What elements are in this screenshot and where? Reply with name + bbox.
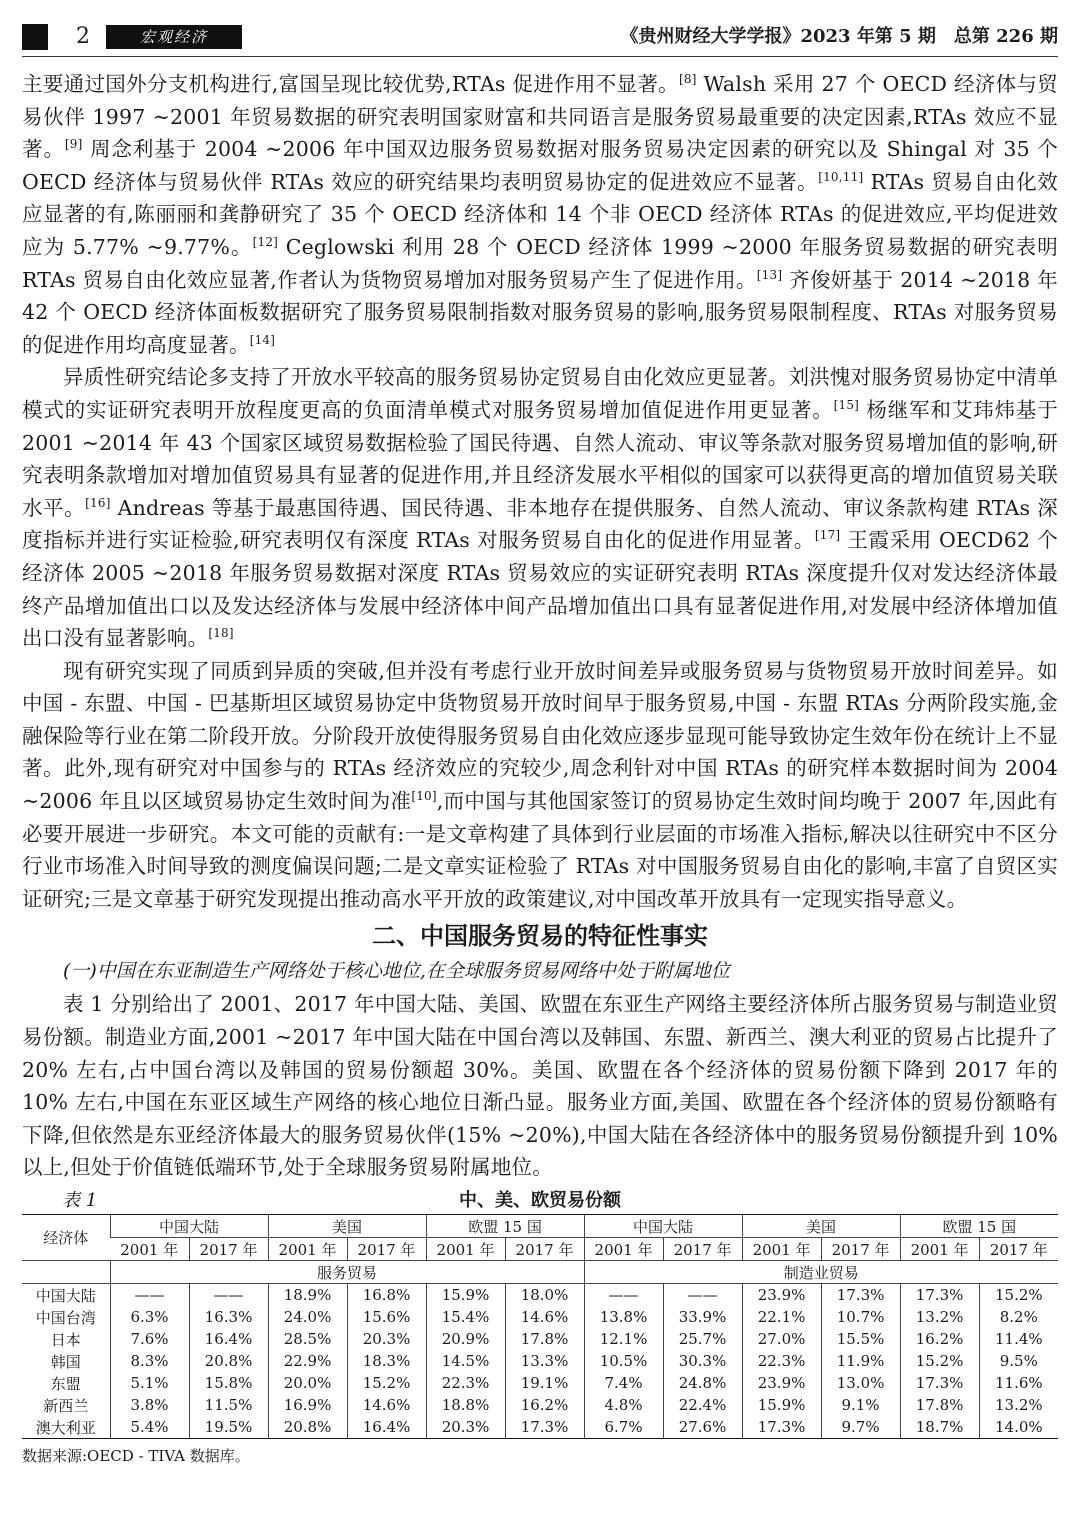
text-run: 齐俊妍基于 2014 ~2018 年 42 个 OECD 经济体面板数据研究了服务贸易限制指数对服务贸易的影响,服务贸易限制程度、RTAs 对服务贸易的促进作用均高度显著。 (22, 267, 1058, 357)
page-number: 2 (76, 24, 90, 49)
table-cell: 9.1% (821, 1394, 900, 1416)
table-cell: 17.3% (505, 1416, 584, 1439)
table-cell: 8.2% (979, 1306, 1058, 1328)
table-row (22, 1416, 1058, 1439)
paragraph-4 (22, 988, 1058, 1184)
table-year-header-row (22, 1238, 1058, 1261)
table-row (22, 1372, 1058, 1394)
table-cell: 15.4% (426, 1306, 505, 1328)
group-header: 美国 (268, 1215, 426, 1238)
paragraph-2 (22, 361, 1058, 654)
table-cell: 28.5% (268, 1328, 347, 1350)
panel-label-manufacturing: 制造业贸易 (584, 1261, 1058, 1284)
paragraph-1 (22, 68, 1058, 361)
row-label: 中国大陆 (22, 1284, 110, 1307)
table-label: 表 1 (62, 1190, 98, 1211)
table-cell: 18.7% (900, 1416, 979, 1439)
table-cell: 22.9% (268, 1350, 347, 1372)
table-cell: 15.9% (426, 1284, 505, 1307)
table-cell: 22.3% (742, 1350, 821, 1372)
table-cell: 20.3% (426, 1416, 505, 1439)
table-cell: 17.3% (742, 1416, 821, 1439)
table-cell: 20.8% (268, 1416, 347, 1439)
text-run: 主要通过国外分支机构进行,富国呈现比较优势,RTAs 促进作用不显著。 (22, 72, 679, 96)
citation-marker: [17] (814, 528, 841, 543)
table-cell: 17.3% (900, 1372, 979, 1394)
group-header: 欧盟 15 国 (426, 1215, 584, 1238)
row-label: 新西兰 (43, 1396, 89, 1415)
table-row (22, 1328, 1058, 1350)
table-row (22, 1306, 1058, 1328)
table-cell: 23.9% (742, 1284, 821, 1307)
table-cell: 16.4% (189, 1328, 268, 1350)
running-header (22, 22, 1058, 52)
paragraph-3 (22, 655, 1058, 916)
citation-marker: [14] (249, 332, 276, 347)
group-header: 中国大陆 (110, 1215, 268, 1238)
row-label: 日本 (50, 1330, 81, 1349)
table-cell: 4.8% (584, 1394, 663, 1416)
table-cell: 3.8% (110, 1394, 189, 1416)
text-run: RTAs 贸易自由化效应显著的有,陈丽丽和龚静研究了 35 个 OECD 经济体和 14 个非 OECD 经济体 RTAs 的促进效应,平均促进效应为 5.77% ~9.77%。 (22, 169, 1058, 259)
table-cell: 15.9% (742, 1394, 821, 1416)
table-cell: 30.3% (663, 1350, 742, 1372)
table-cell: 17.3% (900, 1284, 979, 1307)
table-cell: 20.8% (189, 1350, 268, 1372)
table-cell: 9.7% (821, 1416, 900, 1439)
text-run: Walsh 采用 27 个 OECD 经济体与贸易伙伴 1997 ~2001 年贸易数据的研究表明国家财富和共同语言是服务贸易最重要的决定因素,RTAs 效应不显著。 (22, 72, 1058, 162)
table-group-header-row (22, 1215, 1058, 1238)
table-cell: 11.9% (821, 1350, 900, 1372)
table-cell: 10.5% (584, 1350, 663, 1372)
section-title: 二、中国服务贸易的特征性事实 (372, 922, 708, 951)
table-body (22, 1284, 1058, 1439)
text-run: Andreas 等基于最惠国待遇、国民待遇、非本地存在提供服务、自然人流动、审议条款构建 RTAs 深度指标并进行实证检验,研究表明仅有深度 RTAs 对服务贸易自由化的促进作用显著。 (22, 495, 1059, 553)
table-cell: 17.3% (821, 1284, 900, 1307)
table-cell: 16.9% (268, 1394, 347, 1416)
table-cell: 27.0% (742, 1328, 821, 1350)
table-cell: 22.3% (426, 1372, 505, 1394)
table-cell: 24.0% (268, 1306, 347, 1328)
trade-share-table (22, 1214, 1058, 1439)
table-cell: 18.9% (268, 1284, 347, 1307)
table-cell: 11.5% (189, 1394, 268, 1416)
citation-marker: [15] (833, 397, 860, 412)
table-cell: 12.1% (584, 1328, 663, 1350)
table-row (22, 1394, 1058, 1416)
table-cell: 18.3% (347, 1350, 426, 1372)
table-row (22, 1284, 1058, 1307)
table-cell: 17.8% (505, 1328, 584, 1350)
table-cell: 15.2% (979, 1284, 1058, 1307)
year-header: 2017 年 (821, 1238, 900, 1261)
section-label: 宏观经济 (106, 25, 242, 49)
text-run: 异质性研究结论多支持了开放水平较高的服务贸易协定贸易自由化效应更显著。刘洪愧对服务贸易协定中清单模式的实证研究表明开放程度更高的负面清单模式对服务贸易增加值促进作用更显著。 (22, 365, 1058, 422)
table-cell: 13.8% (584, 1306, 663, 1328)
citation-marker: [10,11] (818, 169, 864, 184)
table-cell: 20.0% (268, 1372, 347, 1394)
table-source: 数据来源:OECD - TIVA 数据库。 (22, 1447, 250, 1465)
table-cell: 20.9% (426, 1328, 505, 1350)
year-header: 2017 年 (189, 1238, 268, 1261)
header-black-block (22, 24, 48, 50)
table-cell: 7.6% (110, 1328, 189, 1350)
header-rule (22, 56, 1058, 57)
table-cell: 5.1% (110, 1372, 189, 1394)
article-body (22, 68, 1058, 1467)
table-cell: 14.6% (347, 1394, 426, 1416)
year-header: 2001 年 (584, 1238, 663, 1261)
table-cell: 7.4% (584, 1372, 663, 1394)
table-cell: 24.8% (663, 1372, 742, 1394)
text-run: 表 1 分别给出了 2001、2017 年中国大陆、美国、欧盟在东亚生产网络主要经济体所占服务贸易与制造业贸易份额。制造业方面,2001 ~2017 年中国大陆在中国台湾以及韩国、东盟、新西兰、澳大利亚的贸易占比提升了 20% 左右,占中国台湾以及韩国的贸易份额超 30%。美国、欧盟在各个经济体的贸易份额下降到 2017 年的 10% 左右,中国在东亚区域生产网络的核心地位日渐凸显。服务业方面,美国、欧盟在各个经济体的贸易份额略有下降,但依然是东亚经济体最大的服务贸易伙伴(15% ~20%),中国大陆在各经济体中的服务贸易份额提升到 10% 以上,但处于价值链低端环节,处于全球服务贸易附属地位。 (22, 992, 1058, 1180)
row-label: 东盟 (50, 1374, 81, 1393)
table-cell: 16.2% (505, 1394, 584, 1416)
table-row (22, 1350, 1058, 1372)
row-label: 中国台湾 (35, 1308, 96, 1327)
table-caption (22, 1184, 1058, 1214)
table-cell: 11.6% (979, 1372, 1058, 1394)
year-header: 2001 年 (110, 1238, 189, 1261)
stub-header: 经济体 (22, 1215, 110, 1261)
table-cell: 22.4% (663, 1394, 742, 1416)
citation-marker: [9] (64, 137, 83, 152)
group-header: 中国大陆 (584, 1215, 742, 1238)
table-cell: 16.8% (347, 1284, 426, 1307)
citation-marker: [10] (411, 789, 437, 804)
table-cell: 13.2% (979, 1394, 1058, 1416)
table-cell: 5.4% (110, 1416, 189, 1439)
row-label: 澳大利亚 (22, 1416, 110, 1439)
table-cell: 18.0% (505, 1284, 584, 1307)
table-cell: 15.2% (900, 1350, 979, 1372)
panel-label-services: 服务贸易 (110, 1261, 584, 1284)
citation-marker: [13] (756, 267, 783, 282)
table-cell: 8.3% (110, 1350, 189, 1372)
citation-marker: [12] (252, 234, 279, 249)
table-cell: 23.9% (742, 1372, 821, 1394)
year-header: 2017 年 (505, 1238, 584, 1261)
text-run: 王霞采用 OECD62 个经济体 2005 ~2018 年服务贸易数据对深度 RTAs 贸易效应的实证研究表明 RTAs 深度提升仅对发达经济体最终产品增加值出口以及发达经济体与发展中经济体中间产品增加值出口具有显著促进作用,对发展中经济体增加值出口没有显著影响。 (22, 528, 1059, 651)
text-run: 现有研究实现了同质到异质的突破,但并没有考虑行业开放时间差异或服务贸易与货物贸易开放时间差异。如中国 - 东盟、中国 - 巴基斯坦区域贸易协定中货物贸易开放时间早于服务贸易,中国 - 东盟 RTAs 分两阶段实施,金融保险等行业在第二阶段开放。分阶段开放使得服务贸易自由化效应逐步显现可能导致协定生效年份在统计上不显著。此外,现有研究对中国参与的 RTAs 经济效应的究较少,周念利针对中国 RTAs 的研究样本数据时间为 2004 ~2006 年且以区域贸易协定生效时间为准 (22, 658, 1058, 814)
year-header: 2017 年 (979, 1238, 1058, 1261)
year-header: 2001 年 (900, 1238, 979, 1261)
table-cell: 13.2% (900, 1306, 979, 1328)
table-cell: 14.6% (505, 1306, 584, 1328)
subsection-title: (一)中国在东亚制造生产网络处于核心地位,在全球服务贸易网络中处于附属地位 (63, 960, 730, 983)
text-run: 杨继军和艾玮炜基于 2001 ~2014 年 43 个国家区域贸易数据检验了国民待遇、自然人流动、审议等条款对服务贸易增加值的影响,研究表明条款增加对增加值贸易具有显著的促进作用,并且经济发展水平相似的国家可以获得更高的增加值贸易关联水平。 (22, 397, 1058, 520)
year-header: 2001 年 (742, 1238, 821, 1261)
table-cell: 16.4% (347, 1416, 426, 1439)
table-cell: —— (584, 1284, 663, 1307)
table-panel-row (22, 1261, 1058, 1284)
year-header: 2001 年 (268, 1238, 347, 1261)
year-header: 2001 年 (426, 1238, 505, 1261)
table-cell: 6.3% (110, 1306, 189, 1328)
table-cell: —— (189, 1284, 268, 1307)
table-cell: 14.5% (426, 1350, 505, 1372)
table-cell: 15.2% (347, 1372, 426, 1394)
text-run: ,而中国与其他国家签订的贸易协定生效时间均晚于 2007 年,因此有必要开展进一步研究。本文可能的贡献有:一是文章构建了具体到行业层面的市场准入指标,解决以往研究中不区分行业市场准入时间导致的测度偏误问题;二是文章实证检验了 RTAs 对中国服务贸易自由化的影响,丰富了自贸区实证研究;三是文章基于研究发现提出推动高水平开放的政策建议,对中国改革开放具有一定现实指导意义。 (22, 789, 1058, 911)
table-cell: 19.1% (505, 1372, 584, 1394)
year-header: 2017 年 (663, 1238, 742, 1261)
table-cell: 33.9% (663, 1306, 742, 1328)
text-run: 周念利基于 2004 ~2006 年中国双边服务贸易数据对服务贸易决定因素的研究以及 Shingal 对 35 个 OECD 经济体与贸易伙伴 RTAs 效应的研究结果均表明贸易协定的促进效应不显著。 (22, 137, 1058, 194)
table-cell: 22.1% (742, 1306, 821, 1328)
table-cell: 10.7% (821, 1306, 900, 1328)
citation-marker: [18] (208, 626, 234, 641)
table-cell: 16.3% (189, 1306, 268, 1328)
table-cell: 15.6% (347, 1306, 426, 1328)
table-cell: 14.0% (979, 1416, 1058, 1439)
table-cell: 17.8% (900, 1394, 979, 1416)
table-cell: 20.3% (347, 1328, 426, 1350)
year-header: 2017 年 (347, 1238, 426, 1261)
table-cell: 9.5% (979, 1350, 1058, 1372)
citation-marker: [16] (85, 495, 111, 510)
group-header: 美国 (742, 1215, 900, 1238)
table-cell: 19.5% (189, 1416, 268, 1439)
panel-stub-cell (22, 1261, 110, 1284)
table-cell: 16.2% (900, 1328, 979, 1350)
group-header: 欧盟 15 国 (900, 1215, 1058, 1238)
journal-title: 《贵州财经大学学报》2023 年第 5 期 总第 226 期 (620, 26, 1058, 47)
table-cell: 18.8% (426, 1394, 505, 1416)
table-cell: 27.6% (663, 1416, 742, 1439)
table-cell: —— (663, 1284, 742, 1307)
table-cell: —— (110, 1284, 189, 1307)
table-cell: 15.5% (821, 1328, 900, 1350)
table-cell: 6.7% (584, 1416, 663, 1439)
table-cell: 11.4% (979, 1328, 1058, 1350)
row-label: 韩国 (50, 1352, 81, 1371)
table-title: 中、美、欧贸易份额 (459, 1190, 621, 1211)
text-run: Ceglowski 利用 28 个 OECD 经济体 1999 ~2000 年服务贸易数据的研究表明 RTAs 贸易自由化效应显著,作者认为货物贸易增加对服务贸易产生了促进作用。 (22, 234, 1058, 292)
citation-marker: [8] (679, 72, 697, 86)
table-cell: 15.8% (189, 1372, 268, 1394)
table-cell: 13.0% (821, 1372, 900, 1394)
table-cell: 13.3% (505, 1350, 584, 1372)
table-cell: 25.7% (663, 1328, 742, 1350)
